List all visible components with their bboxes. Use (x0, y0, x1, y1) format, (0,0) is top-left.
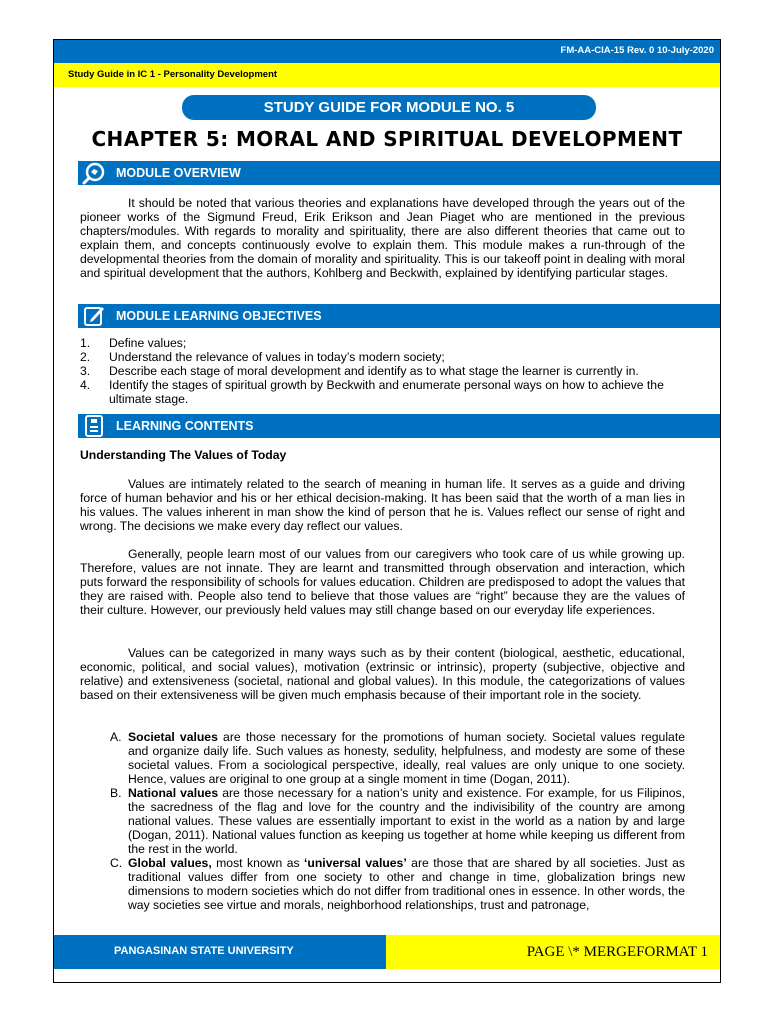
list-item: C. Global values, most known as ‘universal values’ are those that are shared by all societies. Just as traditional values differ from one society to other and change in time, globalization brings new dimensions to modern societies which do not differ from traditional ones in essence. In other words, the way societies see virtue and morals, neighborhood relationships, trust and patronage, (110, 856, 685, 912)
document-icon (82, 414, 106, 438)
magnifier-icon (82, 161, 106, 185)
section-title-objectives: MODULE LEARNING OBJECTIVES (116, 309, 322, 323)
overview-text: It should be noted that various theories and explanations have developed through the years out of the pioneer works of the Sigmund Freud, Erik Erikson and Jean Piaget who are mentioned in the previous chapters/modules. With regards to morality and spirituality, there are also different theories that came out to explain them, and concepts continuously evolve to explain them. This module makes a run-through of the developmental theories from the domain of morality and spirituality. This is our takeoff point in dealing with moral and spiritual development that the authors, Kohlberg and Beckwith, explained by identifying particular stages. (80, 196, 685, 280)
list-item: 4. Identify the stages of spiritual growth by Beckwith and enumerate personal ways on how to achieve the ultimate stage. (80, 378, 664, 406)
chapter-title: CHAPTER 5: MORAL AND SPIRITUAL DEVELOPMENT (91, 127, 683, 151)
values-list (110, 730, 685, 912)
page-number: PAGE \* MERGEFORMAT 1 (526, 944, 708, 960)
footer-university-bar (54, 935, 386, 969)
list-item: 2. Understand the relevance of values in today’s modern society; (80, 350, 445, 364)
guide-bar (54, 63, 720, 87)
section-bar-overview (78, 161, 720, 185)
contents-paragraph-2: Generally, people learn most of our values from our caregivers who took care of us while growing up. Therefore, values are not innate. They are learnt and transmitted through observation and interaction, which puts forward the responsibility of schools for values education. Children are predisposed to adopt the values that they are raised with. People also tend to believe that those values are “right” because they are the values of their culture. However, our previously held values may still change based on our everyday life experiences. (80, 547, 685, 617)
university-name: PANGASINAN STATE UNIVERSITY (114, 945, 294, 957)
section-bar-objectives (78, 304, 720, 328)
header-bar (54, 40, 720, 63)
footer-page-bar (386, 935, 720, 969)
contents-paragraph-1: Values are intimately related to the search of meaning in human life. It serves as a guide and driving force of human behavior and his or her ethical decision-making. It has been said that the worth of a man lies in his values. The values inherent in man show the kind of person that he is. Values reflect our sense of right and wrong. The decisions we make every day reflect our values. (80, 477, 685, 533)
form-code: FM-AA-CIA-15 Rev. 0 10-July-2020 (560, 45, 714, 56)
guide-name: Study Guide in IC 1 - Personality Development (68, 69, 278, 80)
edit-icon (82, 304, 106, 328)
list-item: B. National values are those necessary for a nation’s unity and existence. For example, for us Filipinos, the sacredness of the flag and love for the country and the indivisibility of the country are among national values. These values are essentially important to exist in the world as a nation by and large (Dogan, 2011). National values function as keeping us together at home while keeping us different from the rest in the world. (110, 786, 685, 856)
list-item: 1. Define values; (80, 336, 187, 350)
list-item: 3. Describe each stage of moral development and identify as to what stage the learner is currently in. (80, 364, 639, 378)
contents-subheading: Understanding The Values of Today (80, 448, 287, 462)
section-title-contents: LEARNING CONTENTS (116, 419, 254, 433)
section-title-overview: MODULE OVERVIEW (116, 166, 241, 180)
module-pill: STUDY GUIDE FOR MODULE NO. 5 (182, 95, 596, 120)
section-bar-contents (78, 414, 720, 438)
list-item: A. Societal values are those necessary for the promotions of human society. Societal values regulate and organize daily life. Such values as honesty, sedulity, helpfulness, and modesty are some of these societal values. From a sociological perspective, ideally, real values are only unique to one society. Hence, values are original to one group at a single moment in time (Dogan, 2011). (110, 730, 685, 786)
objectives-list (80, 336, 685, 406)
contents-paragraph-3: Values can be categorized in many ways such as by their content (biological, aesthetic, educational, economic, political, and social values), motivation (extrinsic or intrinsic), property (subjective, objective and relative) and extensiveness (societal, national and global values). In this module, the categorizations of values based on their extensiveness will be given much emphasis because of their important role in the society. (80, 646, 685, 702)
